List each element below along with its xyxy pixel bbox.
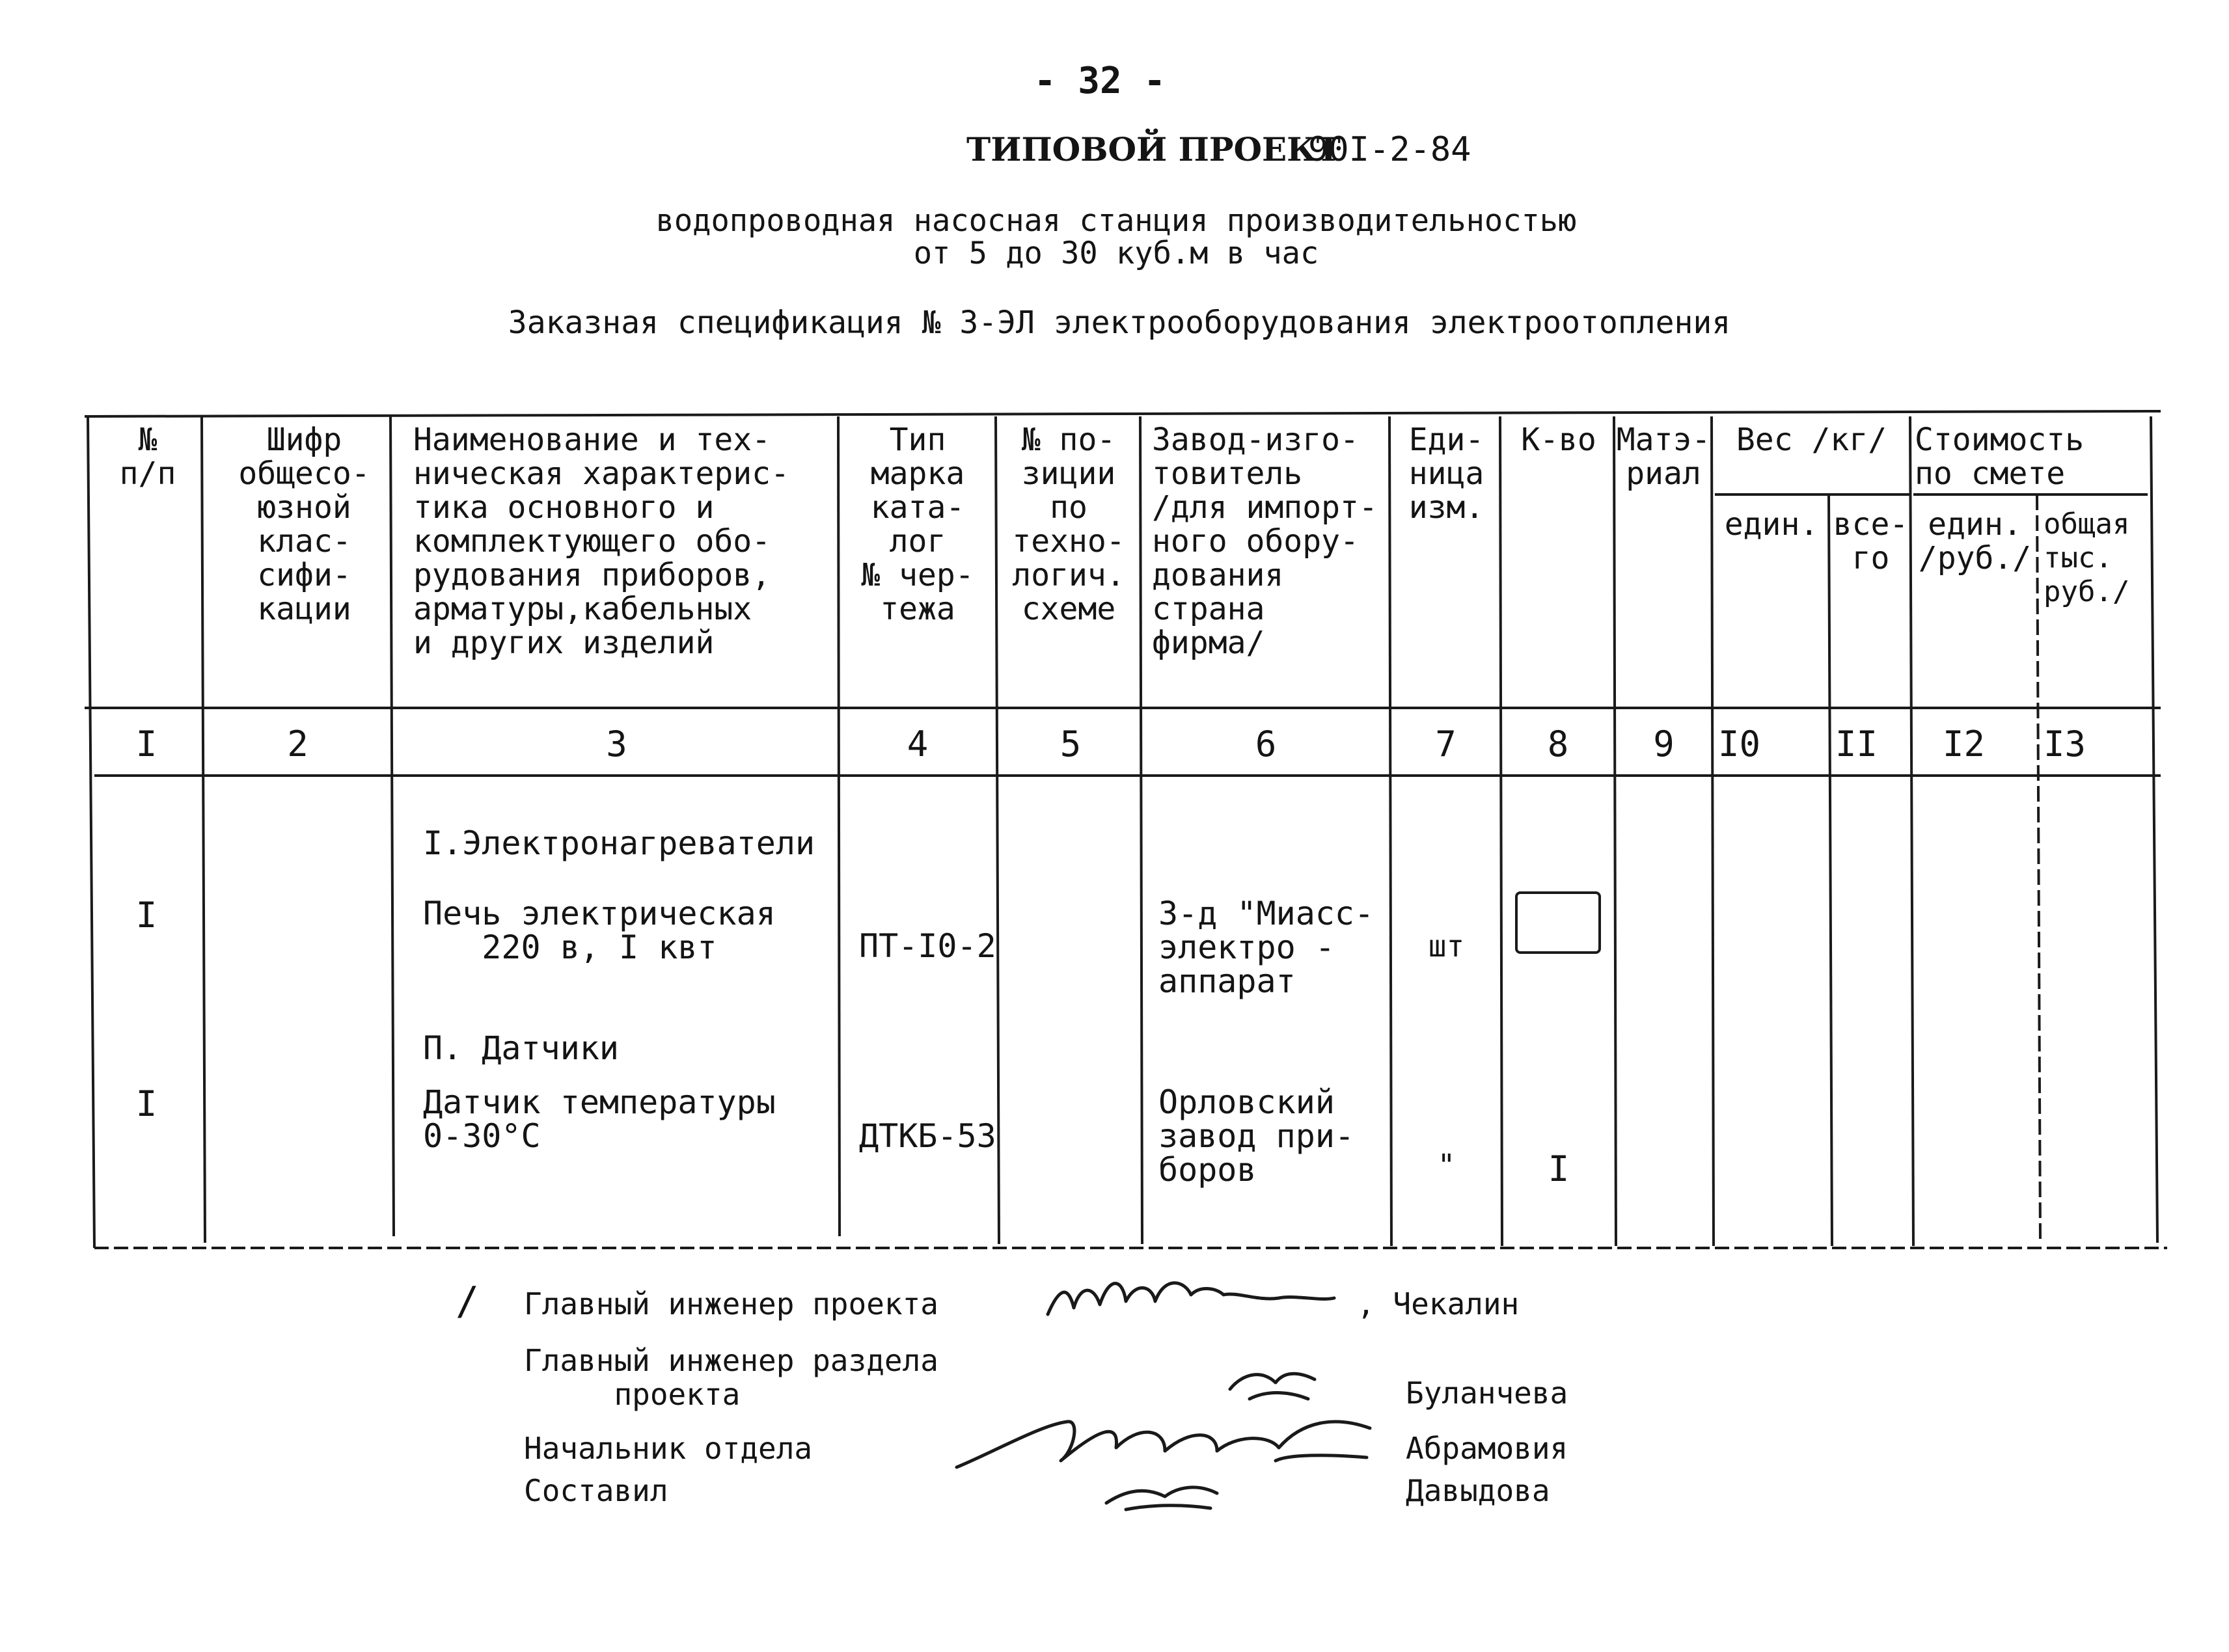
- col-number-8: 8: [1547, 724, 1569, 765]
- col-number-4: 4: [907, 724, 929, 765]
- section-engineer-name: Буланчева: [1406, 1375, 1568, 1411]
- header-col-6: Завод-изго- товитель /для импорт- ного обору- дования страна фирма/: [1152, 422, 1378, 661]
- header-cost: Стоимость по смете: [1915, 422, 2085, 492]
- col-number-13: I3: [2044, 724, 2086, 765]
- col-number-10: I0: [1718, 724, 1761, 765]
- section-engineer-role: Главный инженер раздела проекта: [524, 1343, 938, 1412]
- header-col-8: К-во: [1521, 422, 1596, 458]
- signature-compiler: [1106, 1487, 1217, 1510]
- compiler-name: Давыдова: [1406, 1473, 1550, 1508]
- row2-manufacturer: Орловский завод при- боров: [1158, 1083, 1355, 1189]
- row1-name: Печь электрическая 220 в, I квт: [423, 895, 776, 966]
- signature-chief-engineer: [1048, 1283, 1334, 1314]
- project-label: ТИПОВОЙ ПРОЕКТ: [966, 130, 1341, 169]
- col-number-2: 2: [287, 724, 308, 765]
- row1-type: ПТ-I0-2: [859, 927, 996, 965]
- header-col-9: Матэ- риал: [1616, 422, 1711, 492]
- row2-number: I: [135, 1083, 157, 1124]
- project-code: 90I-2-84: [1308, 130, 1471, 169]
- compiler-role: Составил: [524, 1473, 668, 1508]
- header-weight: Вес /кг/: [1736, 422, 1887, 458]
- signature-department-head: [957, 1422, 1370, 1467]
- document-title: Заказная спецификация № 3-ЭЛ электрооборудования электроотопления: [508, 305, 1731, 341]
- row1-number: I: [135, 895, 157, 936]
- header-col-1: № п/п: [119, 422, 176, 492]
- col-number-12: I2: [1943, 724, 1986, 765]
- header-col-10: един.: [1724, 506, 1819, 543]
- row2-unit: ": [1437, 1148, 1456, 1183]
- header-col-11: все- го: [1833, 506, 1909, 576]
- section-heading-sensors: П. Датчики: [423, 1029, 620, 1067]
- header-col-5: № по- зиции по техно- логич. схеме: [1012, 422, 1125, 627]
- header-col-3: Наименование и тех- ническая характерис- тика основного и комплектующего обо- рудования приборов, арматуры,кабельных и других изделий: [413, 422, 789, 661]
- row1-unit: шт: [1428, 928, 1465, 964]
- page-number: - 32 -: [1033, 60, 1166, 102]
- col-number-6: 6: [1255, 724, 1277, 765]
- row2-quantity: I: [1548, 1148, 1570, 1189]
- col-number-1: I: [135, 724, 157, 765]
- col-number-3: 3: [606, 724, 627, 765]
- signature-mark: /: [456, 1279, 480, 1324]
- header-col-13: общая тыс. руб./: [2044, 508, 2130, 608]
- row1-manufacturer: З-д "Миасс- электро - аппарат: [1158, 895, 1374, 1000]
- header-col-12: един. /руб./: [1918, 506, 2032, 576]
- header-col-2: Шифр общесо- юзной клас- сифи- кации: [238, 422, 370, 627]
- header-col-4: Тип марка ката- лог № чер- тежа: [861, 422, 974, 627]
- header-col-7: Еди- ница изм.: [1408, 422, 1484, 526]
- department-head-role: Начальник отдела: [524, 1431, 813, 1466]
- subtitle-line2: от 5 до 30 куб.м в час: [913, 236, 1319, 271]
- chief-engineer-name: , Чекалин: [1357, 1286, 1520, 1321]
- col-number-7: 7: [1435, 724, 1456, 765]
- col-number-9: 9: [1653, 724, 1675, 765]
- subtitle-line1: водопроводная насосная станция производительностью: [655, 203, 1577, 239]
- row2-type: ДТКБ-53: [859, 1117, 996, 1155]
- col-number-5: 5: [1060, 724, 1082, 765]
- department-head-name: Абрамовия: [1406, 1431, 1568, 1466]
- chief-engineer-role: Главный инженер проекта: [524, 1286, 938, 1321]
- signature-section-engineer: [1230, 1374, 1315, 1399]
- col-number-11: II: [1835, 724, 1878, 765]
- row2-name: Датчик температуры 0-30°С: [423, 1083, 776, 1155]
- section-heading-heaters: I.Электронагреватели: [423, 824, 815, 862]
